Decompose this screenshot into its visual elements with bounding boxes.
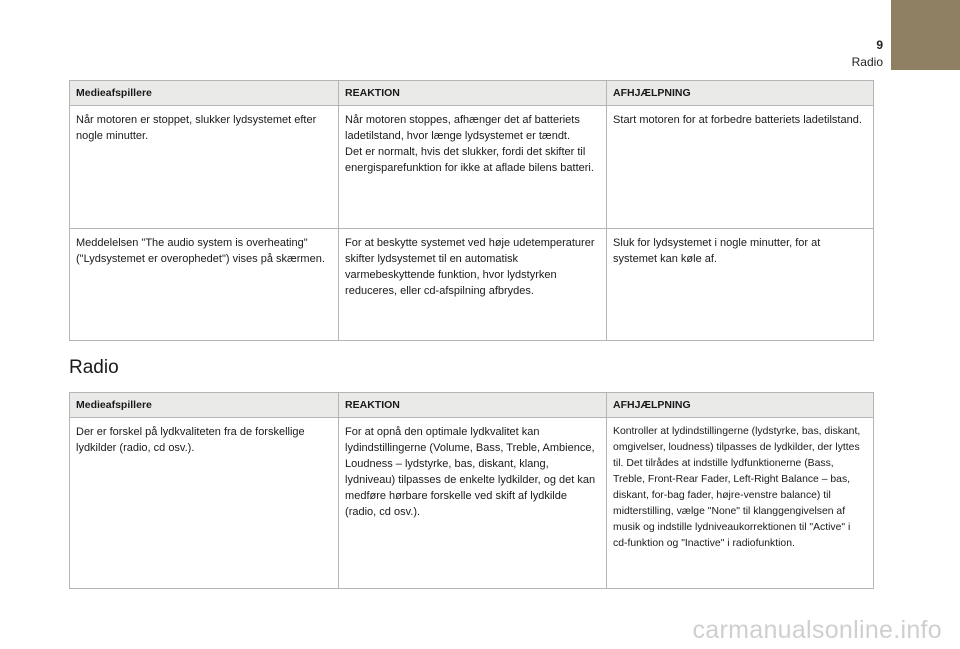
watermark: carmanualsonline.info — [692, 616, 942, 644]
table-row — [70, 229, 874, 341]
cell-reaction: For at beskytte systemet ved høje udetemperaturer skifter lydsystemet til en automatisk varmebeskyttende funktion, hvor lydstyrken reduceres, eller cd-afspilning afbrydes. — [339, 229, 607, 341]
troubleshooting-table-radio — [69, 392, 874, 589]
header-remedy: AFHJÆLPNING — [607, 393, 874, 418]
cell-remedy: Start motoren for at forbedre batteriets ladetilstand. — [607, 106, 874, 229]
cell-media: Når motoren er stoppet, slukker lydsystemet efter nogle minutter. — [70, 106, 339, 229]
cell-media: Der er forskel på lydkvaliteten fra de forskellige lydkilder (radio, cd osv.). — [70, 418, 339, 589]
page-number: 9 — [876, 38, 883, 52]
troubleshooting-table-media — [69, 80, 874, 341]
header-remedy: AFHJÆLPNING — [607, 81, 874, 106]
header-media: Medieafspillere — [70, 81, 339, 106]
table-header-row — [70, 393, 874, 418]
cell-reaction: For at opnå den optimale lydkvalitet kan lydindstillingerne (Volume, Bass, Treble, Ambience, Loudness – lydstyrke, bas, diskant, klang, lydniveau) tilpasses de enkelte lydkilder, og det kan medføre hørbare forskelle ved skift af lydkilde (radio, cd osv.). — [339, 418, 607, 589]
running-section-title: Radio — [851, 55, 883, 69]
table-header-row — [70, 81, 874, 106]
chapter-tab — [891, 0, 960, 70]
cell-remedy: Kontroller at lydindstillingerne (lydstyrke, bas, diskant, omgivelser, loudness) tilpasses de lydkilder, der lyttes til. Det tilrådes at indstille lydfunktionerne (Bass, Treble, Front-Rear Fader, Left-Right Balance – bas, diskant, for-bag fader, højre-venstre balance) til midterstilling, vælge "None" til klanggengivelsen af musik og indstille lydniveaukorrektionen til "Active" i cd-funktion og "Inactive" i radiofunktion. — [607, 418, 874, 589]
cell-reaction: Når motoren stoppes, afhænger det af batteriets ladetilstand, hvor længe lydsystemet er tændt. Det er normalt, hvis det slukker, fordi det skifter til energisparefunktion for ikke at aflade bilens batteri. — [339, 106, 607, 229]
table-row — [70, 418, 874, 589]
cell-media: Meddelelsen "The audio system is overheating" ("Lydsystemet er overophedet") vises på skærmen. — [70, 229, 339, 341]
cell-remedy: Sluk for lydsystemet i nogle minutter, for at systemet kan køle af. — [607, 229, 874, 341]
header-media: Medieafspillere — [70, 393, 339, 418]
header-reaction: REAKTION — [339, 81, 607, 106]
header-reaction: REAKTION — [339, 393, 607, 418]
section-heading: Radio — [69, 357, 119, 378]
table-row — [70, 106, 874, 229]
